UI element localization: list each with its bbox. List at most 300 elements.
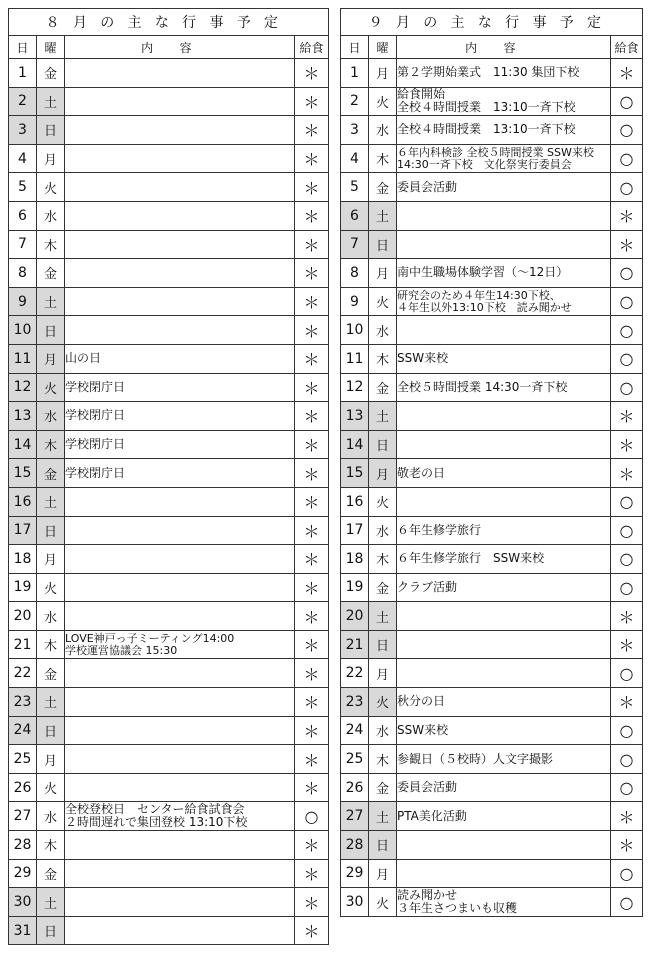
event-text-line2: 14:30一斉下校 文化祭実行委員会: [397, 157, 572, 171]
lunch-mark: ○: [611, 573, 643, 602]
september-table-row: [341, 859, 643, 888]
event-text-line2: 学校運営協議会 15:30: [65, 643, 178, 657]
day-cell: 24: [341, 716, 369, 745]
lunch-mark: ○: [295, 802, 329, 831]
day-cell: 29: [341, 859, 369, 888]
event-cell: [397, 573, 611, 602]
lunch-mark: ＊: [295, 59, 329, 88]
weekday-cell: 火: [369, 287, 397, 316]
weekday-cell: 月: [369, 459, 397, 488]
weekday-cell: 金: [37, 659, 65, 688]
weekday-cell: 火: [369, 688, 397, 717]
lunch-mark: ＊: [295, 516, 329, 545]
lunch-mark: ○: [611, 373, 643, 402]
event-text: 委員会活動: [397, 179, 458, 194]
day-cell: 13: [9, 402, 37, 431]
event-text: 給食開始: [397, 87, 446, 102]
lunch-mark: ＊: [295, 459, 329, 488]
day-cell: 18: [9, 545, 37, 574]
event-cell: [397, 545, 611, 574]
lunch-mark: ＊: [611, 201, 643, 230]
weekday-cell: 水: [37, 402, 65, 431]
august-table-row: [9, 230, 329, 259]
day-cell: 1: [9, 59, 37, 88]
event-cell: [65, 344, 295, 373]
september-table-row: [341, 716, 643, 745]
day-cell: 1: [341, 59, 369, 88]
event-text: 参観日（５校時）人文字撮影: [397, 751, 554, 766]
lunch-mark: ○: [611, 259, 643, 288]
lunch-mark: ＊: [611, 802, 643, 831]
august-title: ８月の主な行事予定: [9, 9, 329, 36]
weekday-cell: 水: [369, 716, 397, 745]
event-text: 全校５時間授業 14:30一斉下校: [397, 379, 568, 394]
lunch-mark: ○: [611, 316, 643, 345]
event-text: SSW来校: [397, 722, 449, 737]
august-table-row: [9, 59, 329, 88]
september-rows: [341, 59, 643, 917]
september-table-row: [341, 888, 643, 917]
event-text: 山の日: [65, 351, 102, 366]
september-table-row: [341, 545, 643, 574]
weekday-cell: 金: [369, 773, 397, 802]
event-cell: [397, 259, 611, 288]
event-cell: [65, 859, 295, 888]
event-cell: [65, 888, 295, 917]
day-cell: 29: [9, 859, 37, 888]
day-cell: 22: [9, 659, 37, 688]
event-cell: [397, 144, 611, 173]
event-text: LOVE神戸っ子ミーティング14:00: [65, 631, 235, 645]
september-table-row: [341, 116, 643, 145]
event-cell: [65, 287, 295, 316]
weekday-cell: 土: [369, 201, 397, 230]
lunch-mark: ○: [611, 659, 643, 688]
weekday-cell: 火: [37, 373, 65, 402]
september-table-row: [341, 659, 643, 688]
day-cell: 11: [341, 344, 369, 373]
lunch-mark: ＊: [611, 630, 643, 659]
lunch-mark: ＊: [295, 659, 329, 688]
event-cell: [397, 116, 611, 145]
day-cell: 2: [9, 87, 37, 116]
lunch-mark: ＊: [295, 87, 329, 116]
september-header-lunch: 給食: [611, 36, 643, 59]
lunch-mark: ○: [611, 116, 643, 145]
lunch-mark: ＊: [295, 745, 329, 774]
august-table-row: [9, 716, 329, 745]
lunch-mark: ○: [611, 716, 643, 745]
weekday-cell: 月: [369, 859, 397, 888]
event-cell: [397, 430, 611, 459]
weekday-cell: 水: [37, 602, 65, 631]
day-cell: 15: [9, 459, 37, 488]
lunch-mark: ○: [611, 745, 643, 774]
day-cell: 5: [9, 173, 37, 202]
weekday-cell: 月: [37, 545, 65, 574]
event-text: 学校閉庁日: [65, 408, 126, 423]
weekday-cell: 水: [369, 316, 397, 345]
weekday-cell: 日: [37, 316, 65, 345]
day-cell: 9: [341, 287, 369, 316]
event-cell: [397, 316, 611, 345]
lunch-mark: ○: [611, 773, 643, 802]
august-header-weekday: 曜: [37, 36, 65, 59]
event-cell: [65, 916, 295, 945]
event-cell: [65, 831, 295, 860]
september-table-row: [341, 259, 643, 288]
weekday-cell: 木: [37, 430, 65, 459]
event-cell: [397, 516, 611, 545]
august-table-row: [9, 173, 329, 202]
day-cell: 8: [341, 259, 369, 288]
weekday-cell: 金: [369, 573, 397, 602]
september-table-row: [341, 373, 643, 402]
day-cell: 5: [341, 173, 369, 202]
august-table-row: [9, 916, 329, 945]
august-table-row: [9, 373, 329, 402]
lunch-mark: ＊: [295, 716, 329, 745]
september-table-row: [341, 516, 643, 545]
event-cell: [397, 688, 611, 717]
september-table-row: [341, 59, 643, 88]
day-cell: 14: [9, 430, 37, 459]
weekday-cell: 火: [37, 573, 65, 602]
september-table-row: [341, 459, 643, 488]
event-cell: [65, 87, 295, 116]
weekday-cell: 水: [37, 201, 65, 230]
event-text: 秋分の日: [397, 694, 446, 709]
august-table-row: [9, 831, 329, 860]
day-cell: 20: [341, 602, 369, 631]
weekday-cell: 金: [37, 459, 65, 488]
weekday-cell: 火: [369, 888, 397, 917]
september-table-row: [341, 745, 643, 774]
lunch-mark: ＊: [611, 602, 643, 631]
event-cell: [65, 201, 295, 230]
august-table-row: [9, 259, 329, 288]
august-schedule-table: [8, 8, 329, 945]
day-cell: 16: [341, 487, 369, 516]
event-cell: [397, 230, 611, 259]
lunch-mark: ＊: [295, 287, 329, 316]
august-table-row: [9, 344, 329, 373]
event-text: 全校登校日 センター給食試食会: [65, 802, 245, 817]
lunch-mark: ＊: [611, 688, 643, 717]
weekday-cell: 金: [369, 373, 397, 402]
lunch-mark: ＊: [295, 773, 329, 802]
day-cell: 11: [9, 344, 37, 373]
lunch-mark: ＊: [611, 230, 643, 259]
september-table-row: [341, 630, 643, 659]
august-table-row: [9, 144, 329, 173]
event-text: ６年生修学旅行: [397, 522, 482, 537]
day-cell: 10: [341, 316, 369, 345]
september-table-row: [341, 831, 643, 860]
september-table-row: [341, 144, 643, 173]
day-cell: 31: [9, 916, 37, 945]
event-cell: [65, 745, 295, 774]
event-cell: [65, 459, 295, 488]
weekday-cell: 金: [369, 173, 397, 202]
weekday-cell: 日: [369, 430, 397, 459]
event-cell: [397, 831, 611, 860]
event-cell: [397, 859, 611, 888]
weekday-cell: 木: [369, 745, 397, 774]
day-cell: 12: [341, 373, 369, 402]
lunch-mark: ＊: [295, 487, 329, 516]
september-table-row: [341, 402, 643, 431]
september-schedule-table: [340, 8, 643, 917]
august-table-row: [9, 802, 329, 831]
lunch-mark: ＊: [295, 144, 329, 173]
september-table-row: [341, 430, 643, 459]
weekday-cell: 水: [37, 802, 65, 831]
event-cell: [65, 173, 295, 202]
lunch-mark: ＊: [611, 831, 643, 860]
august-table-row: [9, 659, 329, 688]
event-cell: [397, 59, 611, 88]
august-table-row: [9, 201, 329, 230]
august-header-content: 内容: [65, 36, 295, 59]
august-table-row: [9, 888, 329, 917]
day-cell: 23: [9, 688, 37, 717]
september-table-row: [341, 802, 643, 831]
day-cell: 8: [9, 259, 37, 288]
event-cell: [65, 487, 295, 516]
event-cell: [65, 716, 295, 745]
september-table-row: [341, 316, 643, 345]
day-cell: 30: [9, 888, 37, 917]
day-cell: 17: [9, 516, 37, 545]
lunch-mark: ＊: [295, 230, 329, 259]
august-header-day: 日: [9, 36, 37, 59]
lunch-mark: ＊: [611, 459, 643, 488]
event-cell: [65, 573, 295, 602]
day-cell: 17: [341, 516, 369, 545]
september-table-row: [341, 201, 643, 230]
september-title: ９月の主な行事予定: [341, 9, 643, 36]
lunch-mark: ＊: [295, 916, 329, 945]
weekday-cell: 日: [369, 630, 397, 659]
lunch-mark: ○: [611, 144, 643, 173]
event-cell: [65, 802, 295, 831]
event-text: 学校閉庁日: [65, 379, 126, 394]
event-text: 読み聞かせ: [397, 888, 458, 903]
event-text: 学校閉庁日: [65, 437, 126, 452]
event-cell: [397, 287, 611, 316]
lunch-mark: ＊: [295, 430, 329, 459]
day-cell: 7: [9, 230, 37, 259]
weekday-cell: 木: [37, 630, 65, 659]
lunch-mark: ＊: [295, 201, 329, 230]
weekday-cell: 火: [369, 487, 397, 516]
event-cell: [397, 745, 611, 774]
day-cell: 6: [9, 201, 37, 230]
weekday-cell: 土: [37, 287, 65, 316]
event-text-line2: ４年生以外13:10下校 読み聞かせ: [397, 300, 572, 314]
september-header-content: 内容: [397, 36, 611, 59]
september-table-row: [341, 173, 643, 202]
day-cell: 28: [341, 831, 369, 860]
august-table-row: [9, 487, 329, 516]
event-text: クラブ活動: [397, 579, 458, 594]
event-text: 第２学期始業式 11:30 集団下校: [397, 65, 580, 80]
weekday-cell: 月: [369, 259, 397, 288]
event-text: SSW来校: [397, 351, 449, 366]
august-table-row: [9, 602, 329, 631]
event-cell: [397, 802, 611, 831]
lunch-mark: ○: [611, 173, 643, 202]
lunch-mark: ＊: [295, 602, 329, 631]
september-table-row: [341, 688, 643, 717]
weekday-cell: 金: [37, 259, 65, 288]
day-cell: 27: [341, 802, 369, 831]
day-cell: 30: [341, 888, 369, 917]
event-cell: [397, 373, 611, 402]
lunch-mark: ＊: [295, 173, 329, 202]
event-cell: [397, 459, 611, 488]
event-text: 敬老の日: [397, 465, 446, 480]
lunch-mark: ＊: [611, 59, 643, 88]
event-cell: [65, 144, 295, 173]
lunch-mark: ○: [611, 888, 643, 917]
day-cell: 13: [341, 402, 369, 431]
august-table-row: [9, 87, 329, 116]
lunch-mark: ＊: [295, 316, 329, 345]
day-cell: 3: [341, 116, 369, 145]
september-table-row: [341, 344, 643, 373]
august-table-row: [9, 116, 329, 145]
weekday-cell: 金: [37, 859, 65, 888]
lunch-mark: ○: [611, 344, 643, 373]
weekday-cell: 日: [369, 230, 397, 259]
event-cell: [65, 430, 295, 459]
august-table-row: [9, 573, 329, 602]
event-cell: [397, 773, 611, 802]
event-cell: [65, 59, 295, 88]
lunch-mark: ＊: [295, 831, 329, 860]
weekday-cell: 日: [37, 516, 65, 545]
event-cell: [65, 602, 295, 631]
weekday-cell: 火: [37, 173, 65, 202]
weekday-cell: 日: [37, 716, 65, 745]
lunch-mark: ＊: [295, 545, 329, 574]
september-table-row: [341, 487, 643, 516]
weekday-cell: 木: [369, 144, 397, 173]
lunch-mark: ○: [611, 516, 643, 545]
day-cell: 22: [341, 659, 369, 688]
event-text: 全校４時間授業 13:10一斉下校: [397, 122, 576, 137]
event-text: 委員会活動: [397, 780, 458, 795]
day-cell: 10: [9, 316, 37, 345]
lunch-mark: ＊: [295, 402, 329, 431]
weekday-cell: 日: [37, 916, 65, 945]
event-cell: [65, 630, 295, 659]
day-cell: 25: [341, 745, 369, 774]
lunch-mark: ＊: [295, 344, 329, 373]
september-table-row: [341, 87, 643, 116]
lunch-mark: ＊: [295, 630, 329, 659]
august-table-row: [9, 745, 329, 774]
lunch-mark: ＊: [295, 573, 329, 602]
day-cell: 6: [341, 201, 369, 230]
weekday-cell: 土: [369, 802, 397, 831]
weekday-cell: 日: [37, 116, 65, 145]
day-cell: 25: [9, 745, 37, 774]
day-cell: 15: [341, 459, 369, 488]
weekday-cell: 土: [37, 888, 65, 917]
day-cell: 16: [9, 487, 37, 516]
weekday-cell: 月: [369, 59, 397, 88]
weekday-cell: 火: [369, 87, 397, 116]
september-table-row: [341, 773, 643, 802]
weekday-cell: 土: [37, 87, 65, 116]
day-cell: 2: [341, 87, 369, 116]
event-text: PTA美化活動: [397, 808, 467, 823]
day-cell: 18: [341, 545, 369, 574]
day-cell: 9: [9, 287, 37, 316]
event-cell: [65, 316, 295, 345]
event-text: ６年内科検診 全校５時間授業 SSW来校: [397, 145, 594, 159]
event-text-line2: ３年生さつまいも収穫: [397, 901, 518, 916]
august-table-row: [9, 430, 329, 459]
day-cell: 21: [9, 630, 37, 659]
august-table-row: [9, 516, 329, 545]
lunch-mark: ＊: [295, 373, 329, 402]
event-text: 南中生職場体験学習（～12日）: [397, 265, 569, 280]
august-table-row: [9, 287, 329, 316]
day-cell: 27: [9, 802, 37, 831]
august-table-row: [9, 773, 329, 802]
event-cell: [65, 259, 295, 288]
day-cell: 28: [9, 831, 37, 860]
day-cell: 26: [9, 773, 37, 802]
lunch-mark: ○: [611, 87, 643, 116]
event-cell: [65, 516, 295, 545]
weekday-cell: 月: [37, 144, 65, 173]
august-table-row: [9, 545, 329, 574]
weekday-cell: 火: [37, 773, 65, 802]
august-header-lunch: 給食: [295, 36, 329, 59]
lunch-mark: ＊: [295, 259, 329, 288]
day-cell: 7: [341, 230, 369, 259]
weekday-cell: 月: [37, 745, 65, 774]
day-cell: 26: [341, 773, 369, 802]
lunch-mark: ＊: [295, 688, 329, 717]
event-cell: [397, 344, 611, 373]
september-header-weekday: 曜: [369, 36, 397, 59]
event-cell: [397, 659, 611, 688]
event-cell: [397, 487, 611, 516]
event-cell: [65, 773, 295, 802]
day-cell: 20: [9, 602, 37, 631]
weekday-cell: 金: [37, 59, 65, 88]
weekday-cell: 水: [369, 516, 397, 545]
weekday-cell: 土: [37, 487, 65, 516]
event-text-line2: ２時間遅れで集団登校 13:10下校: [65, 815, 248, 830]
august-table-row: [9, 859, 329, 888]
event-cell: [397, 87, 611, 116]
lunch-mark: ＊: [611, 402, 643, 431]
day-cell: 24: [9, 716, 37, 745]
event-cell: [65, 230, 295, 259]
event-cell: [65, 545, 295, 574]
event-cell: [65, 688, 295, 717]
event-cell: [397, 630, 611, 659]
lunch-mark: ○: [611, 287, 643, 316]
event-cell: [65, 373, 295, 402]
